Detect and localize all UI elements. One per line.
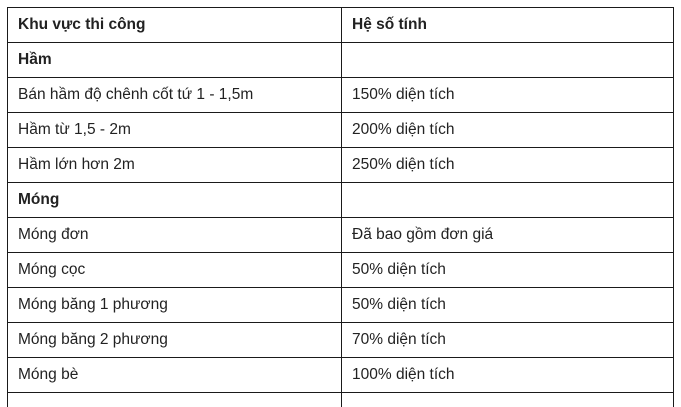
area-cell: Móng băng 1 phương: [8, 288, 342, 323]
area-cell: Bán hầm độ chênh cốt tứ 1 - 1,5m: [8, 78, 342, 113]
table-row: [8, 78, 674, 113]
area-cell: Móng đơn: [8, 218, 342, 253]
table-row-section-mong: [8, 183, 674, 218]
table-row: [8, 148, 674, 183]
area-cell: Móng băng 2 phương: [8, 323, 342, 358]
coefficient-table-container: [7, 7, 673, 407]
section-factor-mong: [342, 183, 674, 218]
table-row: [8, 113, 674, 148]
header-area: Khu vực thi công: [8, 8, 342, 43]
area-cell: Móng cọc: [8, 253, 342, 288]
section-label-mong: Móng: [8, 183, 342, 218]
table-row: [8, 218, 674, 253]
table-header-row: [8, 8, 674, 43]
area-cell: Hầm từ 1,5 - 2m: [8, 113, 342, 148]
factor-cell: 200% diện tích: [342, 113, 674, 148]
factor-cell: 50% diện tích: [342, 288, 674, 323]
header-factor: Hệ số tính: [342, 8, 674, 43]
factor-cell: 70% diện tích: [342, 323, 674, 358]
table-row-section-ham: [8, 43, 674, 78]
table-row: [8, 288, 674, 323]
factor-cell: 250% diện tích: [342, 148, 674, 183]
factor-cell: 150% diện tích: [342, 78, 674, 113]
area-cell: Móng bè: [8, 358, 342, 393]
section-factor-ham: [342, 43, 674, 78]
table-row: [8, 253, 674, 288]
table-row: [8, 323, 674, 358]
section-label-ham: Hầm: [8, 43, 342, 78]
coefficient-table: [7, 7, 674, 407]
area-cell: Hầm lớn hơn 2m: [8, 148, 342, 183]
factor-cell: Đã bao gồm đơn giá: [342, 218, 674, 253]
factor-cell: 50% diện tích: [342, 253, 674, 288]
table-row: [8, 358, 674, 393]
factor-cell: 100% diện tích: [342, 358, 674, 393]
